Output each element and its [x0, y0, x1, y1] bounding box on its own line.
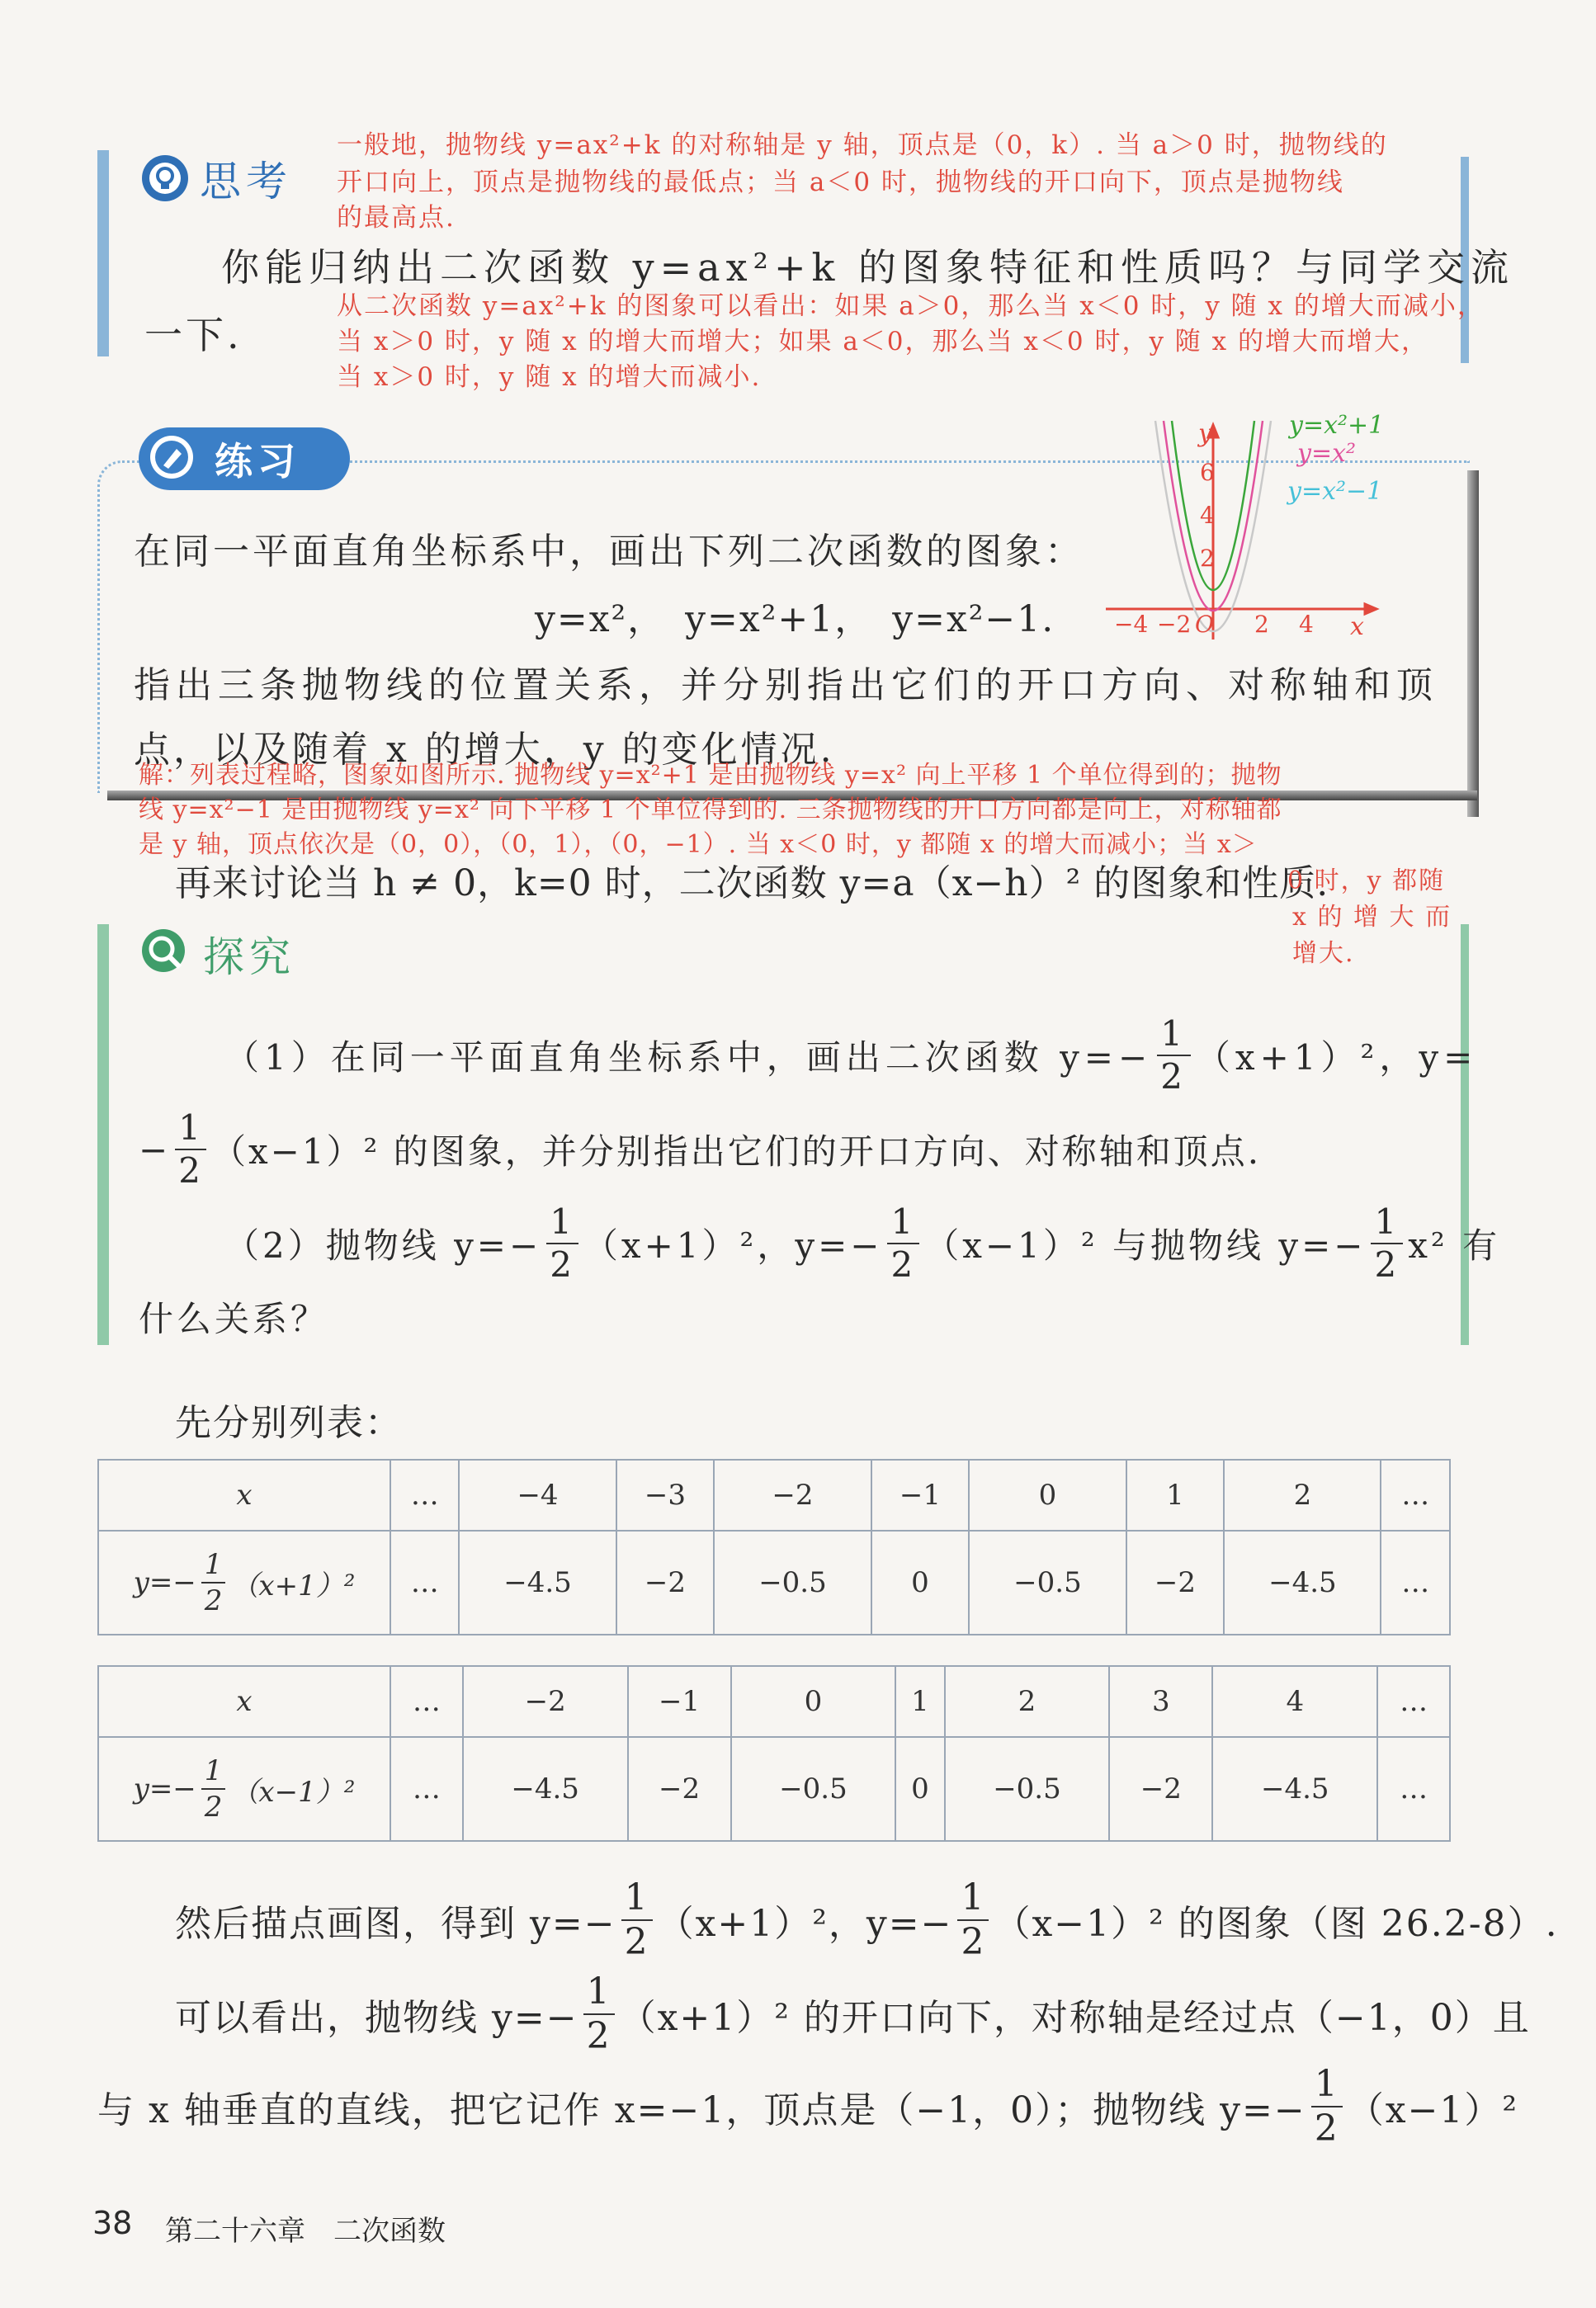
table-cell: −0.5	[731, 1737, 896, 1841]
explore-heading-label: 探究	[203, 933, 295, 981]
pencil-icon	[147, 432, 196, 485]
graph-y-tick-4: 4	[1200, 502, 1215, 529]
table-cell: …	[390, 1460, 459, 1531]
table-row	[98, 1531, 1450, 1635]
table-cell: −4.5	[463, 1737, 628, 1841]
table-cell: …	[390, 1737, 463, 1841]
graph-label-2: y=x²	[1297, 439, 1357, 468]
practice-answer-3: 是 y 轴，顶点依次是（0，0），（0，1），（0，−1）. 当 x＜0 时，y 都随 x 的增大而减小；当 x＞	[139, 830, 1258, 859]
table-row-label: y=− $\frac{1}{2}$ （x+1）²	[98, 1531, 390, 1635]
practice-answer-tail-2: x 的 增 大 而	[1292, 903, 1452, 932]
think-answer-top-3: 的最高点.	[337, 203, 456, 233]
practice-answer-2: 线 y=x²−1 是由抛物线 y=x² 向下平移 1 个单位得到的. 三条抛物线的开口方向都是向上，对称轴都	[139, 795, 1282, 824]
table-cell: …	[390, 1666, 463, 1737]
table-cell: −4.5	[459, 1531, 616, 1635]
think-question-line1: 你能归纳出二次函数 y=ax²+k 的图象特征和性质吗？与同学交流	[221, 245, 1514, 290]
table-row-label: y=− $\frac{1}{2}$ （x−1）²	[98, 1737, 390, 1841]
table-cell: −2	[463, 1666, 628, 1737]
transition-text: 再来讨论当 h ≠ 0，k=0 时，二次函数 y=a（x−h）² 的图象和性质.	[175, 862, 1329, 904]
table-row	[98, 1666, 1450, 1737]
practice-line1: 在同一平面直角坐标系中，画出下列二次函数的图象：	[134, 531, 1084, 573]
table-cell: −1	[871, 1460, 970, 1531]
table-cell: 0	[895, 1737, 944, 1841]
explore-item2-text-a: （2）抛物线 y=−	[224, 1225, 542, 1266]
practice-heading	[139, 427, 350, 490]
practice-answer-tail-3: 增大.	[1292, 939, 1355, 968]
table-cell: 0	[969, 1460, 1126, 1531]
table-cell: −0.5	[969, 1531, 1126, 1635]
value-table-2	[97, 1665, 1451, 1842]
think-answer-bottom-3: 当 x＞0 时，y 随 x 的增大而减小.	[337, 362, 762, 392]
explore-item1-line2	[139, 1107, 1262, 1191]
chapter-title: 第二十六章 二次函数	[165, 2215, 446, 2248]
page-number: 38	[92, 2205, 133, 2241]
value-table-1	[97, 1459, 1451, 1635]
table-cell: −3	[616, 1460, 715, 1531]
think-heading	[142, 149, 292, 208]
explore-item1-text-b: （x+1）²，y=	[1195, 1037, 1478, 1078]
table-cell: −1	[628, 1666, 731, 1737]
table-cell: 1	[895, 1666, 944, 1737]
practice-heading-label: 练习	[215, 439, 300, 484]
think-heading-label: 思考	[200, 158, 292, 205]
explore-item1-text-d: （x−1）² 的图象，并分别指出它们的开口方向、对称轴和顶点.	[210, 1131, 1262, 1172]
practice-answer-tail-1: 0 时，y 都随	[1287, 866, 1446, 895]
explore-item1-text-c: −	[139, 1129, 171, 1170]
table-cell: …	[1381, 1531, 1450, 1635]
fraction-half: $\frac{1}{2}$	[887, 1205, 919, 1282]
table-cell: 1	[1126, 1460, 1225, 1531]
table-cell: −4.5	[1224, 1531, 1381, 1635]
practice-formulas: y=x²， y=x²+1， y=x²−1.	[535, 598, 1055, 640]
think-question-line2: 一下.	[144, 313, 243, 357]
think-bar-left	[97, 150, 109, 356]
practice-graph	[1098, 413, 1477, 652]
fraction-half: $\frac{1}{2}$	[175, 1111, 206, 1188]
fraction-half: $\frac{1}{2}$	[1157, 1017, 1191, 1094]
explore-bar-left	[97, 924, 109, 1345]
table-cell: …	[1377, 1737, 1450, 1841]
table-cell: 0	[731, 1666, 896, 1737]
graph-y-tick-2: 2	[1200, 545, 1215, 572]
table-intro: 先分别列表：	[175, 1402, 403, 1444]
table-cell: …	[1377, 1666, 1450, 1737]
graph-y-tick-6: 6	[1200, 459, 1215, 486]
explore-item2-line2: 什么关系？	[139, 1299, 329, 1339]
paragraph-2: 可以看出，抛物线 y=− $\frac{1}{2}$ （x+1）² 的开口向下，对称轴是经过点（−1，0）且	[175, 1971, 1531, 2057]
table-cell: −2	[616, 1531, 715, 1635]
explore-item2-text-d: x² 有	[1408, 1225, 1501, 1266]
table-cell: −4.5	[1212, 1737, 1377, 1841]
paragraph-3: 与 x 轴垂直的直线，把它记作 x=−1，顶点是（−1，0）；抛物线 y=− $\frac{1}{2}$ （x−1）²	[97, 2063, 1519, 2150]
table-cell: 2	[1224, 1460, 1381, 1531]
explore-item2-text-b: （x+1）²，y=−	[583, 1225, 883, 1266]
table-cell: x	[98, 1666, 390, 1737]
graph-y-axis-label: y	[1198, 419, 1212, 448]
magnifier-icon	[139, 926, 191, 982]
practice-answer-1: 解：列表过程略，图象如图所示. 抛物线 y=x²+1 是由抛物线 y=x² 向上平移 1 个单位得到的；抛物	[139, 761, 1282, 790]
think-answer-top-2: 开口向上，顶点是抛物线的最低点；当 a＜0 时，抛物线的开口向下，顶点是抛物线	[337, 168, 1344, 197]
table-cell: −2	[628, 1737, 731, 1841]
table-cell: −0.5	[945, 1737, 1110, 1841]
explore-item1-text-a: （1）在同一平面直角坐标系中，画出二次函数 y=−	[224, 1037, 1153, 1078]
graph-x-tick-m2: −2	[1157, 611, 1192, 638]
explore-item1-line1	[224, 1013, 1478, 1097]
table-cell: −4	[459, 1460, 616, 1531]
table-cell: −0.5	[714, 1531, 871, 1635]
graph-label-3: y=x²−1	[1287, 477, 1383, 506]
table-cell: 0	[871, 1531, 970, 1635]
table-cell: −2	[1109, 1737, 1212, 1841]
fraction-half: $\frac{1}{2}$	[546, 1205, 578, 1282]
table-cell: −2	[1126, 1531, 1225, 1635]
table-cell: …	[390, 1531, 459, 1635]
table-cell: 3	[1109, 1666, 1212, 1737]
graph-origin: O	[1195, 611, 1214, 638]
table-cell: x	[98, 1460, 390, 1531]
graph-label-1: y=x²+1	[1289, 411, 1385, 440]
lightbulb-icon	[142, 155, 188, 201]
explore-item2-text-c: （x−1）² 与抛物线 y=−	[924, 1225, 1367, 1266]
paragraph-1: 然后描点画图，得到 y=− $\frac{1}{2}$ （x+1）²，y=− $\frac{1}{2}$ （x−1）² 的图象（图 26.2-8）.	[175, 1876, 1559, 1963]
explore-item2-line1	[224, 1201, 1501, 1285]
table-cell: …	[1381, 1460, 1450, 1531]
fraction-half: $\frac{1}{2}$	[1371, 1205, 1403, 1282]
practice-line3: 指出三条抛物线的位置关系，并分别指出它们的开口方向、对称轴和顶	[134, 664, 1438, 706]
graph-x-tick-m4: −4	[1114, 611, 1149, 638]
graph-x-tick-4: 4	[1299, 611, 1314, 638]
think-answer-top-1: 一般地，抛物线 y=ax²+k 的对称轴是 y 轴，顶点是（0，k）. 当 a＞0 时，抛物线的	[337, 130, 1388, 160]
table-row	[98, 1737, 1450, 1841]
graph-x-axis-label: x	[1350, 612, 1364, 641]
practice-line4: 点，以及随着 x 的增大，y 的变化情况.	[134, 729, 835, 771]
think-answer-bottom-2: 当 x＞0 时，y 随 x 的增大而增大；如果 a＜0，那么当 x＜0 时，y 随 x 的增大而增大，	[337, 327, 1429, 356]
think-answer-bottom-1: 从二次函数 y=ax²+k 的图象可以看出：如果 a＞0，那么当 x＜0 时，y 随 x 的增大而减小，	[337, 291, 1485, 321]
table-cell: −2	[714, 1460, 871, 1531]
table-cell: 2	[945, 1666, 1110, 1737]
explore-heading	[139, 924, 295, 984]
table-row	[98, 1460, 1450, 1531]
graph-x-tick-2: 2	[1254, 611, 1269, 638]
table-cell: 4	[1212, 1666, 1377, 1737]
